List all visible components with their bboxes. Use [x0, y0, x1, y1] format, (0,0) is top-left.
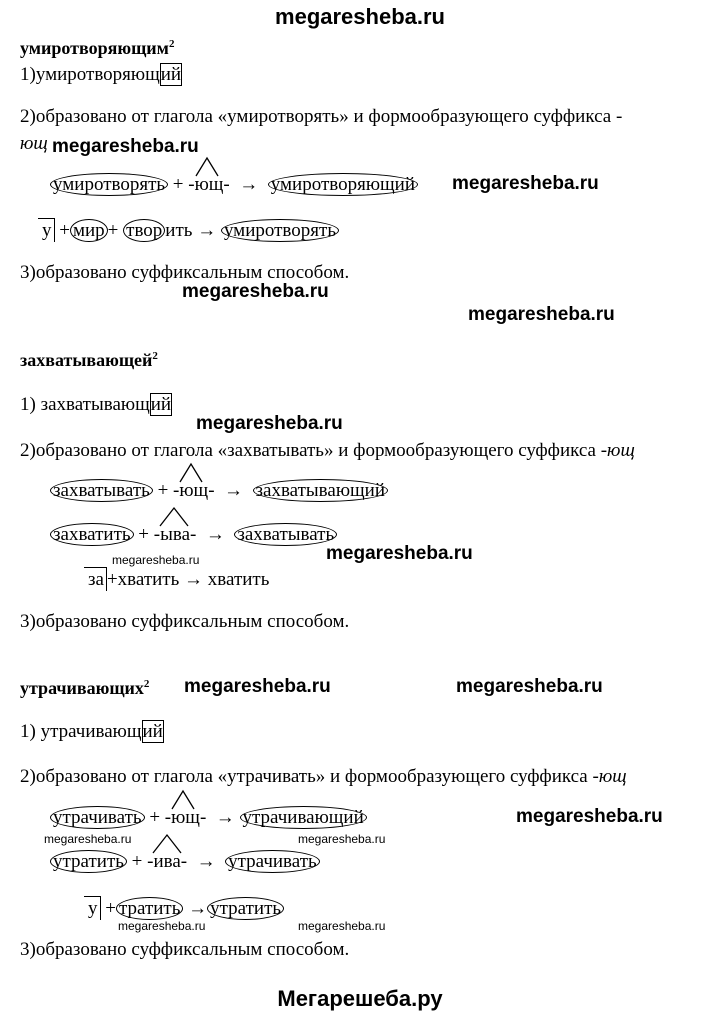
- watermark: megaresheba.ru: [326, 543, 473, 564]
- word3-chain1: утрачивать + - ющ- → утрачивающий: [50, 807, 367, 829]
- word2-chain2: захватить + - ыва- → захватывать: [50, 524, 337, 546]
- watermark: megaresheba.ru: [196, 413, 343, 434]
- word1-step2-suffix: ющ: [20, 133, 48, 154]
- prefix-mark: у: [84, 896, 101, 920]
- watermark: megaresheba.ru: [452, 173, 599, 194]
- suffix-mark: [160, 506, 188, 526]
- watermark: megaresheba.ru: [298, 919, 386, 933]
- ending-box: ий: [142, 721, 163, 742]
- word3-title: утрачивающих$^2$: [20, 678, 150, 698]
- word2-chain3: за +хватить → хватить: [84, 567, 269, 591]
- base-oval: умиротворять: [221, 219, 339, 242]
- base-oval: утратить: [50, 850, 127, 873]
- watermark: megaresheba.ru: [468, 304, 615, 325]
- word1-morphemes: 1)умиротворяющий: [20, 64, 182, 85]
- base-oval: умиротворяющий: [268, 173, 418, 196]
- arrow-icon: →: [184, 569, 204, 590]
- word3-morphemes: 1) утрачивающий: [20, 721, 163, 742]
- word2-title: захватывающей$^2$: [20, 350, 158, 370]
- word3-step3: 3)образовано суффиксальным способом.: [20, 939, 350, 960]
- suffix-mark: [172, 789, 194, 809]
- base-oval: захватывающий: [253, 479, 388, 502]
- word2-step3: 3)образовано суффиксальным способом.: [20, 611, 350, 632]
- ending-box: ий: [150, 394, 172, 415]
- suffix-mark: [153, 833, 181, 853]
- watermark: megaresheba.ru: [184, 676, 331, 697]
- arrow-icon: →: [196, 851, 216, 872]
- site-footer: Мегарешеба.ру: [277, 986, 443, 1011]
- watermark: megaresheba.ru: [44, 832, 132, 846]
- arrow-icon: →: [224, 480, 244, 501]
- watermark: megaresheba.ru: [456, 676, 603, 697]
- arrow-icon: →: [239, 174, 259, 195]
- suffix-mark: [196, 156, 218, 176]
- base-oval: тратить: [116, 897, 183, 920]
- ending-box: ий: [160, 64, 182, 85]
- word1-chain1: умиротворять + - ющ- → умиротворяющий: [50, 174, 418, 196]
- arrow-icon: →: [197, 220, 217, 241]
- watermark: megaresheba.ru: [118, 919, 206, 933]
- base-oval: утрачивать: [50, 806, 145, 829]
- arrow-icon: →: [188, 898, 208, 919]
- base-oval: утрачивающий: [240, 806, 367, 829]
- base-oval: твор: [123, 219, 165, 242]
- prefix-mark: за: [84, 567, 107, 591]
- base-oval: захватывать: [234, 523, 337, 546]
- root-oval: мир: [70, 219, 108, 242]
- arrow-icon: →: [205, 524, 225, 545]
- watermark: megaresheba.ru: [182, 281, 329, 302]
- word3-step2: 2)образовано от глагола «утрачивать» и формообразующего суффикса -ющ: [20, 766, 627, 787]
- prefix-mark: у: [38, 218, 55, 242]
- site-header: megaresheba.ru: [275, 4, 445, 29]
- word2-morphemes: 1) захватывающий: [20, 394, 172, 415]
- base-oval: захватывать: [50, 479, 153, 502]
- base-oval: утратить: [207, 897, 284, 920]
- word1-step2: 2)образовано от глагола «умиротворять» и формообразующего суффикса -: [20, 106, 623, 127]
- word2-chain1: захватывать + - ющ- → захватывающий: [50, 480, 388, 502]
- word2-step2: 2)образовано от глагола «захватывать» и формообразующего суффикса -ющ: [20, 440, 635, 461]
- suffix-mark: [180, 462, 202, 482]
- word1-step3: 3)образовано суффиксальным способом.: [20, 262, 350, 283]
- watermark: megaresheba.ru: [112, 553, 200, 567]
- word3-chain3: у + тратить → утратить: [84, 896, 284, 920]
- word3-chain2: утратить + - ива- → утрачивать: [50, 851, 320, 873]
- base-oval: умиротворять: [50, 173, 168, 196]
- arrow-icon: →: [215, 807, 235, 828]
- base-oval: утрачивать: [225, 850, 320, 873]
- watermark: megaresheba.ru: [298, 832, 386, 846]
- word1-chain2: у + мир + твор ить → умиротворять: [38, 218, 339, 242]
- base-oval: захватить: [50, 523, 134, 546]
- word1-title: умиротворяющим$^2$: [20, 38, 175, 58]
- watermark: megaresheba.ru: [52, 136, 199, 157]
- watermark: megaresheba.ru: [516, 806, 663, 827]
